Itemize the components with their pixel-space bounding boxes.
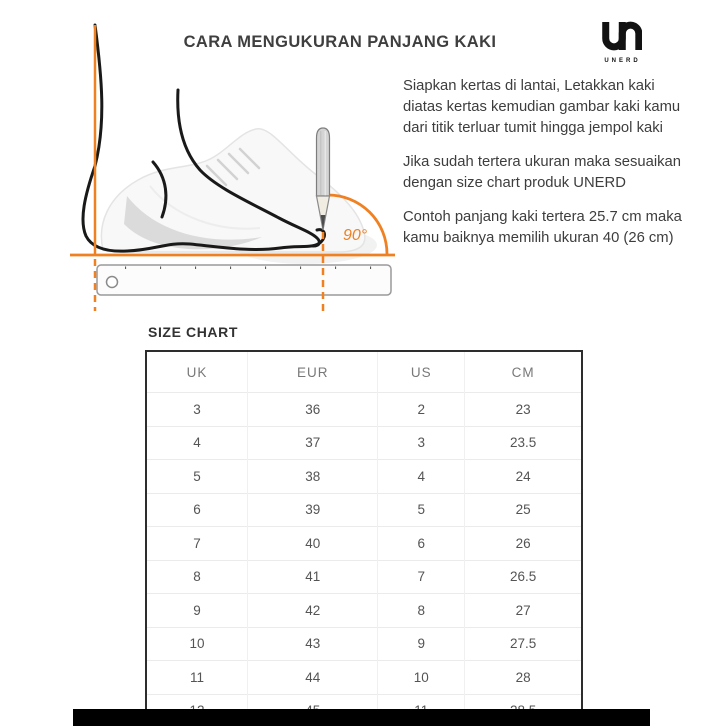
size-cell: 23.5 (465, 426, 582, 460)
table-row (146, 426, 582, 460)
size-cell: 43 (248, 627, 378, 661)
column-header-cm: CM (465, 351, 582, 393)
instruction-paragraph: Jika sudah tertera ukuran maka sesuaikan dengan size chart produk UNERD (403, 154, 682, 191)
size-cell: 4 (146, 426, 248, 460)
size-cell: 5 (378, 493, 465, 527)
table-row (146, 627, 582, 661)
footer-bar (73, 709, 650, 726)
table-row (146, 527, 582, 561)
size-cell: 9 (378, 627, 465, 661)
size-cell: 27.5 (465, 627, 582, 661)
table-row (146, 594, 582, 628)
instruction-paragraph: Siapkan kertas di lantai, Letakkan kaki diatas kertas kemudian gambar kaki kamu dari titik terluar tumit hingga jempol kaki (403, 78, 681, 136)
size-cell: 6 (378, 527, 465, 561)
size-cell: 8 (378, 594, 465, 628)
unerd-monogram-icon (600, 16, 642, 56)
table-row (146, 493, 582, 527)
size-cell: 7 (146, 527, 248, 561)
size-cell: 9 (146, 594, 248, 628)
size-cell: 10 (378, 661, 465, 695)
table-row (146, 393, 582, 427)
size-cell: 36 (248, 393, 378, 427)
column-header-us: US (378, 351, 465, 393)
size-chart-heading: SIZE CHART (148, 324, 238, 340)
page-title: CARA MENGUKURAN PANJANG KAKI (183, 33, 497, 51)
size-cell: 28 (465, 661, 582, 695)
size-cell: 11 (146, 661, 248, 695)
size-cell: 26.5 (465, 560, 582, 594)
size-cell: 44 (248, 661, 378, 695)
size-cell: 37 (248, 426, 378, 460)
table-row (146, 661, 582, 695)
size-cell: 25 (465, 493, 582, 527)
size-cell: 5 (146, 460, 248, 494)
size-cell: 3 (146, 393, 248, 427)
size-cell: 6 (146, 493, 248, 527)
table-row (146, 460, 582, 494)
size-cell: 4 (378, 460, 465, 494)
header-row (146, 351, 582, 393)
column-header-uk: UK (186, 364, 208, 380)
size-cell: 24 (465, 460, 582, 494)
size-cell: 8 (146, 560, 248, 594)
size-cell: 41 (248, 560, 378, 594)
size-cell: 38 (248, 460, 378, 494)
size-cell: 27 (465, 594, 582, 628)
size-cell: 7 (378, 560, 465, 594)
size-cell: 10 (146, 627, 248, 661)
table-row (146, 560, 582, 594)
size-chart-table (145, 350, 583, 726)
size-cell: 26 (465, 527, 582, 561)
size-cell: 42 (248, 594, 378, 628)
ruler-icon (97, 265, 391, 295)
size-cell: 2 (378, 393, 465, 427)
size-cell: 3 (378, 426, 465, 460)
angle-label: 90° (343, 227, 368, 244)
size-cell: 39 (248, 493, 378, 527)
size-cell: 40 (248, 527, 378, 561)
foot-measurement-illustration (55, 18, 400, 318)
instructions (403, 76, 695, 262)
brand-logo (597, 16, 645, 64)
size-cell: 23 (465, 393, 582, 427)
column-header-eur: EUR (248, 351, 378, 393)
brand-name: UNERD (604, 58, 641, 64)
instruction-paragraph: Contoh panjang kaki tertera 25.7 cm maka kamu baiknya memilih ukuran 40 (26 cm) (403, 209, 682, 246)
